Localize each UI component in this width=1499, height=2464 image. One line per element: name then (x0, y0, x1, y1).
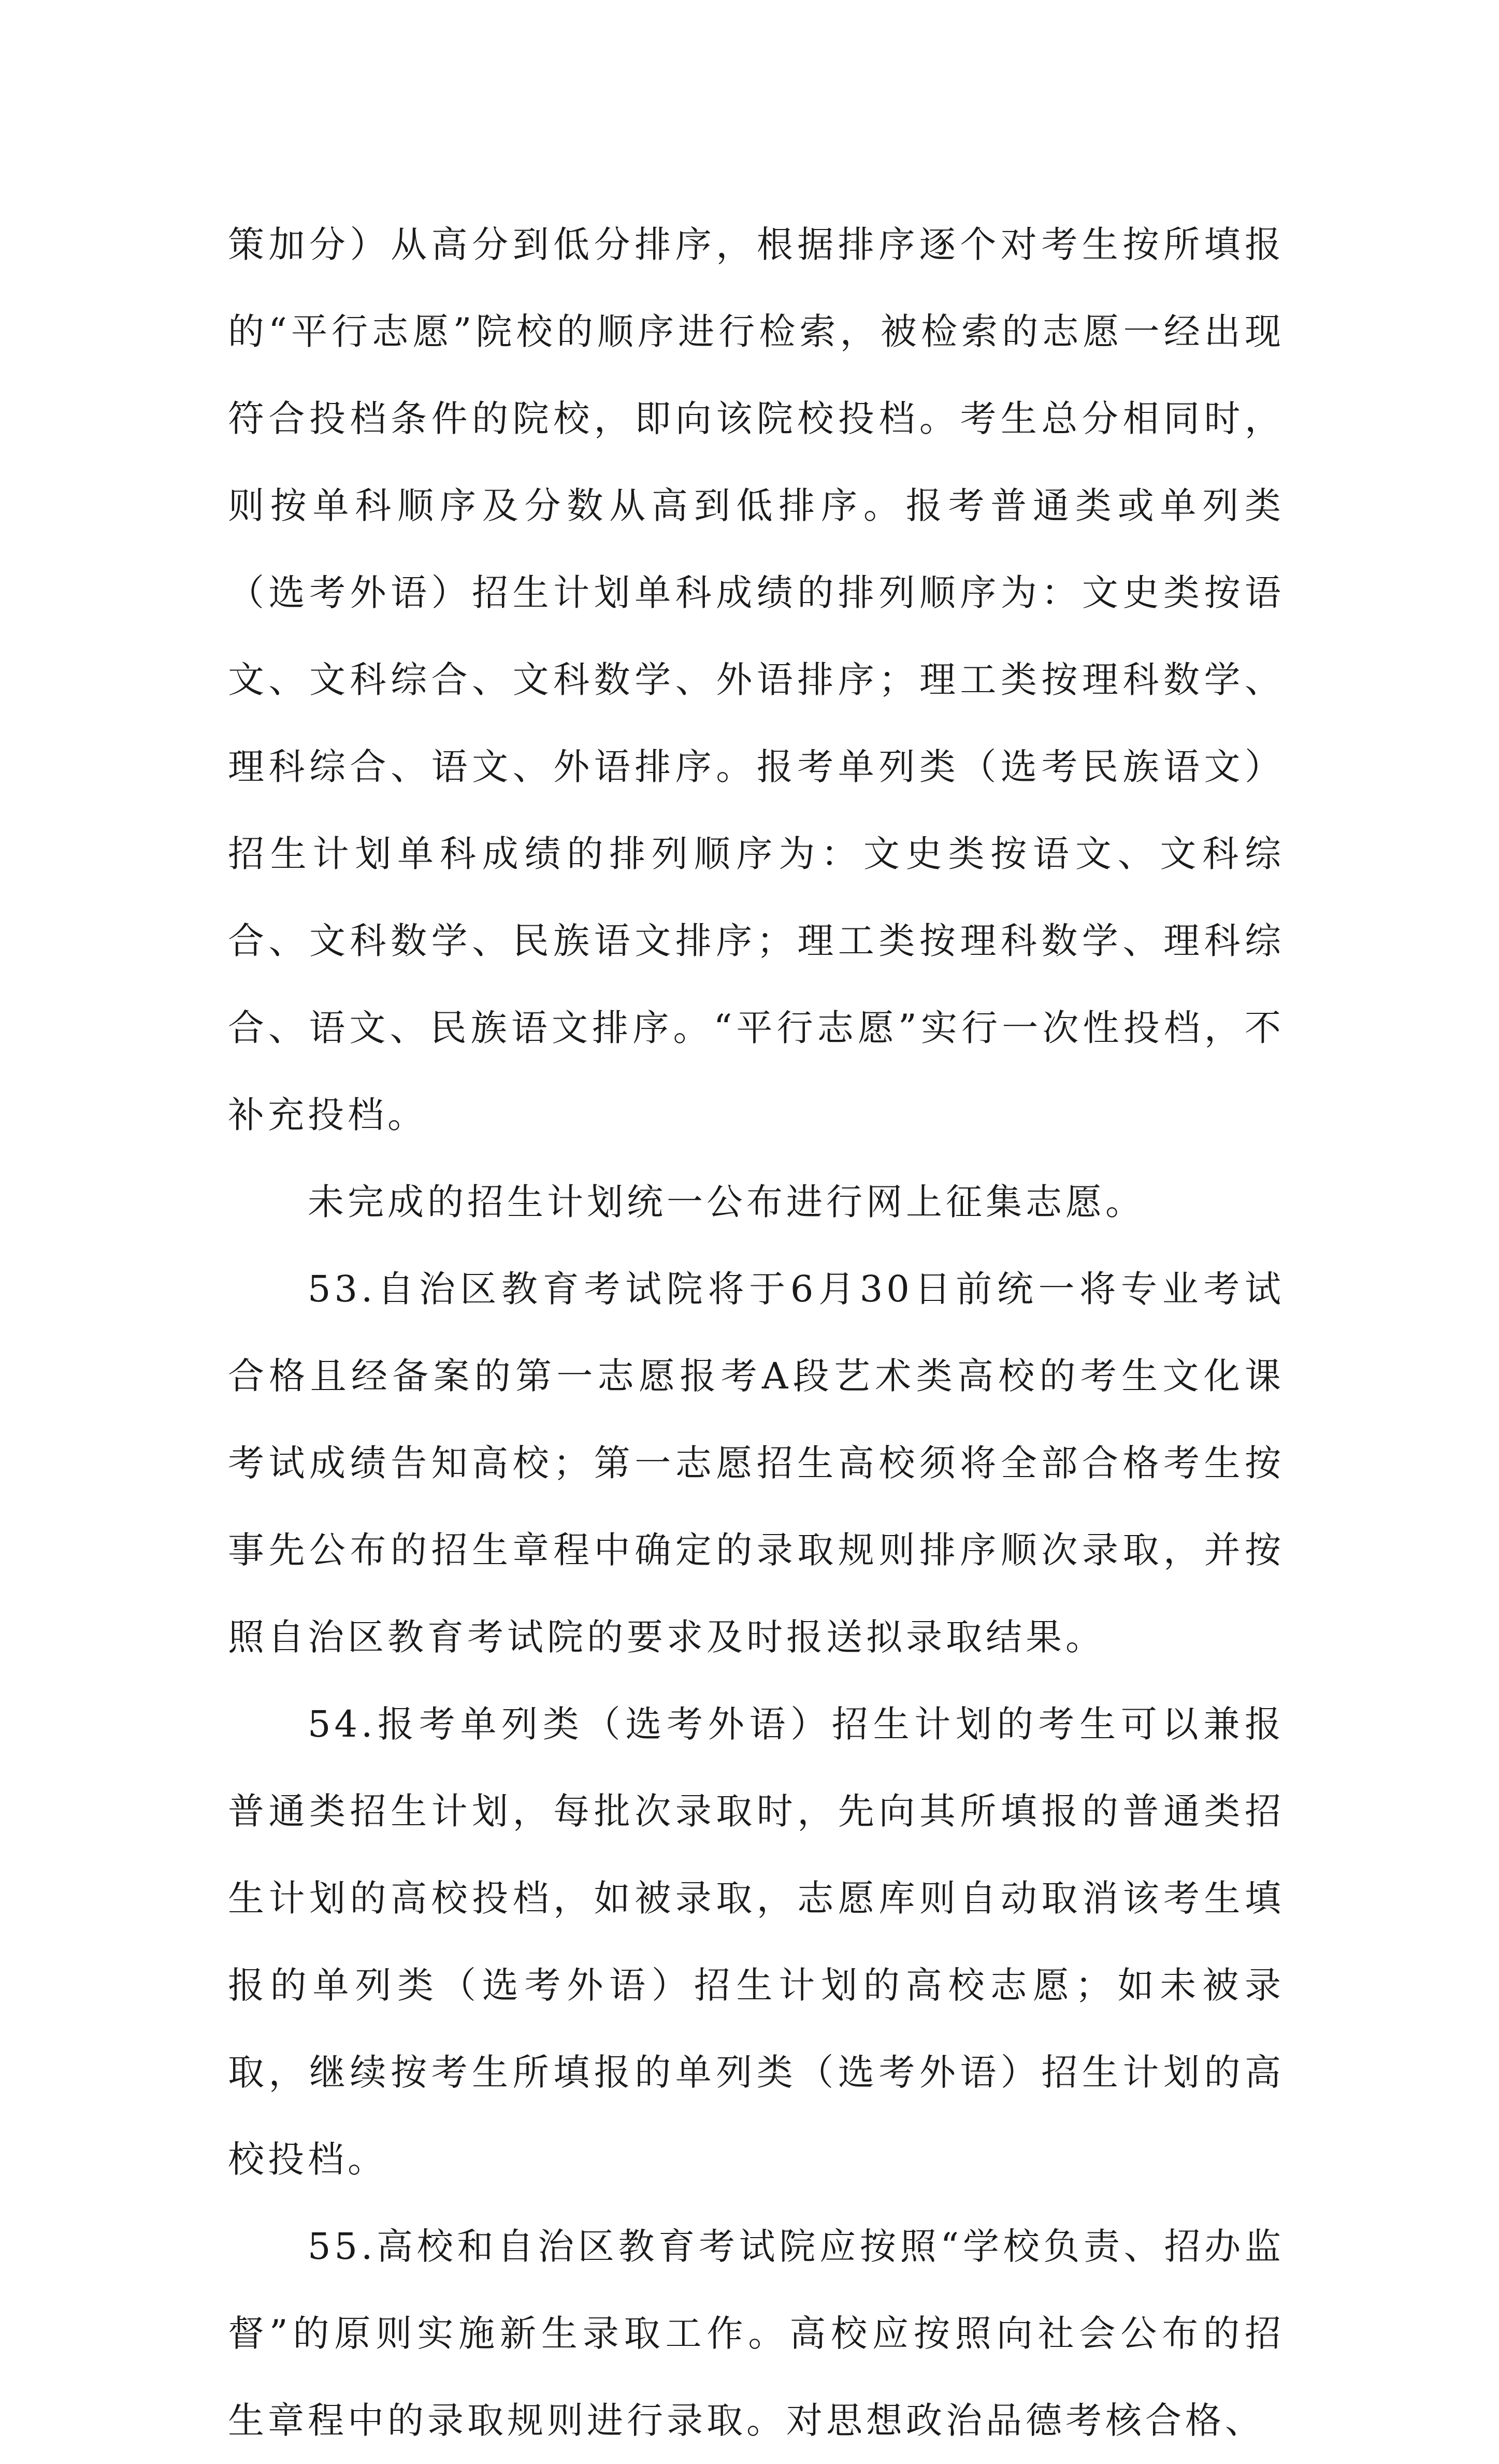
paragraph-ranking-rules: 策加分）从高分到低分排序，根据排序逐个对考生按所填报的“平行志愿”院校的顺序进行检索，被检索的志愿一经出现符合投档条件的院校，即向该院校投档。考生总分相同时，则按单科顺序及分数从高到低排序。报考普通类或单列类（选考外语）招生计划单科成绩的排列顺序为：文史类按语文、文科综合、文科数学、外语排序；理工类按理科数学、理科综合、语文、外语排序。报考单列类（选考民族语文）招生计划单科成绩的排列顺序为：文史类按语文、文科综合、文科数学、民族语文排序；理工类按理科数学、理科综合、语文、民族语文排序。“平行志愿”实行一次性投档，不补充投档。 (228, 223, 1285, 1136)
paragraph-53-art-admission: 53.自治区教育考试院将于6月30日前统一将专业考试合格且经备案的第一志愿报考A段艺术类高校的考生文化课考试成绩告知高校；第一志愿招生高校须将全部合格考生按事先公布的招生章程中确定的录取规则排序顺次录取，并按照自治区教育考试院的要求及时报送拟录取结果。 (228, 1268, 1285, 1658)
paragraph-online-solicitation: 未完成的招生计划统一公布进行网上征集志愿。 (308, 1181, 1145, 1223)
paragraph-54-foreign-language: 54.报考单列类（选考外语）招生计划的考生可以兼报普通类招生计划，每批次录取时，先向其所填报的普通类招生计划的高校投档，如被录取，志愿库则自动取消该考生填报的单列类（选考外语）招生计划的高校志愿；如未被录取，继续按考生所填报的单列类（选考外语）招生计划的高校投档。 (228, 1703, 1285, 2181)
paragraph-55-admission-principle: 55.高校和自治区教育考试院应按照“学校负责、招办监督”的原则实施新生录取工作。高校应按照向社会公布的招生章程中的录取规则进行录取。对思想政治品德考核合格、 (228, 2225, 1285, 2442)
document-body (228, 201, 1285, 2464)
